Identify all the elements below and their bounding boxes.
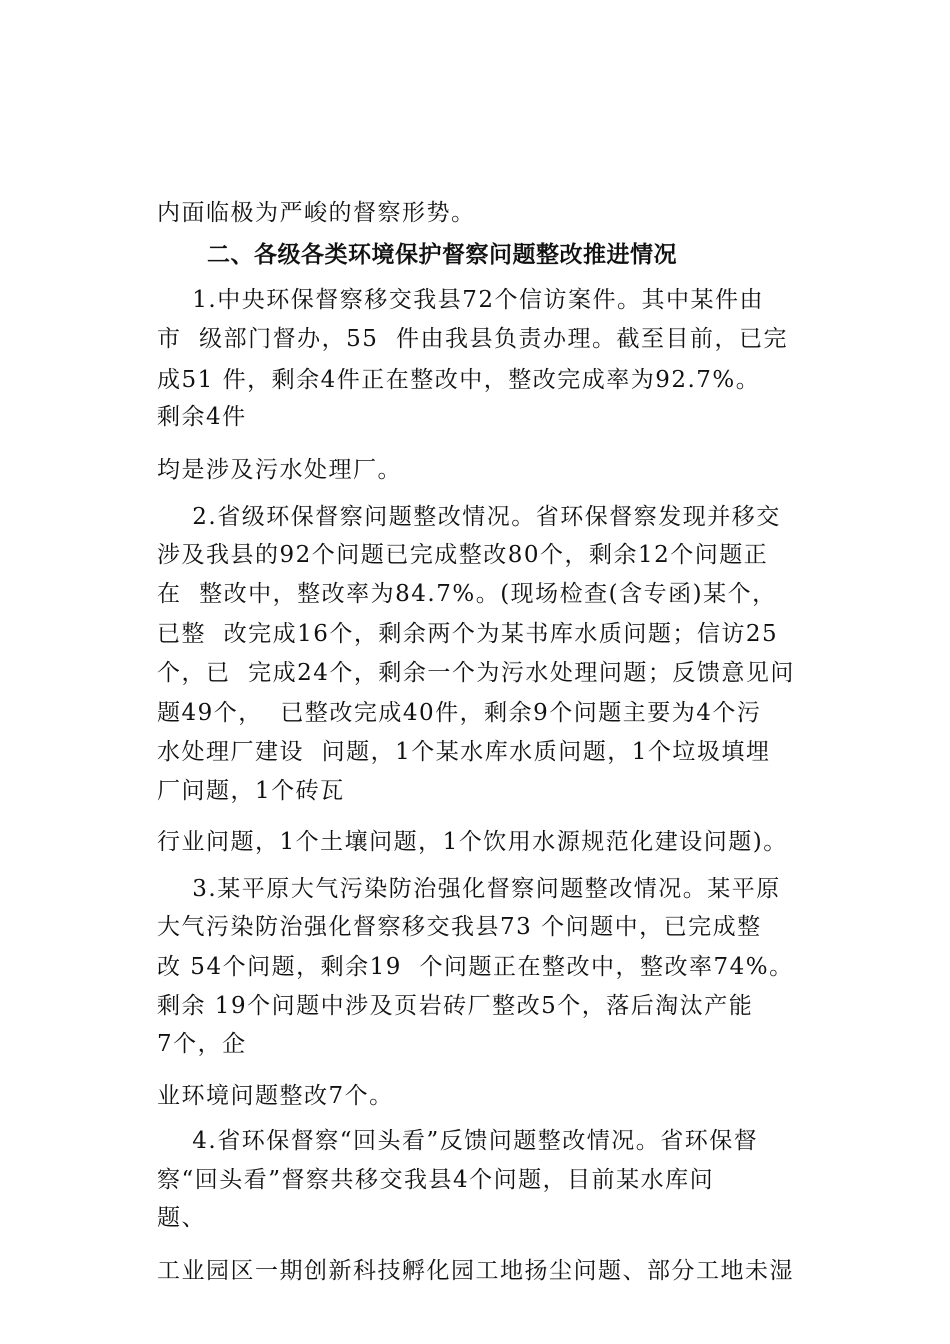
paragraph-line: 涉及我县的92个问题已完成整改80个，剩余12个问题正 <box>157 542 769 568</box>
paragraph-line: 市 级部门督办，55 件由我县负责办理。截至目前，已完 <box>157 326 789 352</box>
paragraph-line: 改 54个问题，剩余19 个问题正在整改中，整改率74%。 <box>157 954 794 980</box>
paragraph-line: 大气污染防治强化督察移交我县73 个问题中，已完成整 <box>157 914 762 940</box>
paragraph-line: 题、 <box>157 1205 206 1231</box>
paragraph-line: 剩余4件 <box>157 404 247 430</box>
paragraph-line: 水处理厂建设 问题，1个某水库水质问题，1个垃圾填埋 <box>157 739 771 765</box>
paragraph-line: 1.中央环保督察移交我县72个信访案件。其中某件由 <box>157 287 764 313</box>
paragraph-line: 内面临极为严峻的督察形势。 <box>157 200 476 226</box>
paragraph-line: 2.省级环保督察问题整改情况。省环保督察发现并移交 <box>157 504 781 530</box>
paragraph-line: 察“回头看”督察共移交我县4个问题，目前某水库问 <box>157 1167 715 1193</box>
paragraph-line: 在 整改中，整改率为84.7%。(现场检查(含专函)某个， <box>157 581 777 607</box>
paragraph-line: 3.某平原大气污染防治强化督察问题整改情况。某平原 <box>157 876 781 902</box>
paragraph-line: 业环境问题整改7个。 <box>157 1083 394 1109</box>
paragraph-line: 均是涉及污水处理厂。 <box>157 457 402 483</box>
paragraph-line: 厂问题，1个砖瓦 <box>157 778 345 804</box>
paragraph-line: 工业园区一期创新科技孵化园工地扬尘问题、部分工地未湿 <box>157 1258 794 1284</box>
paragraph-line: 题49个， 已整改完成40件，剩余9个问题主要为4个污 <box>157 700 762 726</box>
paragraph-line: 个，已 完成24个，剩余一个为污水处理问题；反馈意见问 <box>157 660 795 686</box>
paragraph-line: 已整 改完成16个，剩余两个为某书库水质问题；信访25 <box>157 621 779 647</box>
paragraph-line: 行业问题，1个土壤问题，1个饮用水源规范化建设问题)。 <box>157 829 788 855</box>
paragraph-line: 7个，企 <box>157 1031 247 1057</box>
section-heading: 二、各级各类环境保护督察问题整改推进情况 <box>207 242 677 268</box>
paragraph-line: 4.省环保督察“回头看”反馈问题整改情况。省环保督 <box>157 1128 759 1154</box>
paragraph-line: 成51 件，剩余4件正在整改中，整改完成率为92.7%。 <box>157 367 761 393</box>
paragraph-line: 剩余 19个问题中涉及页岩砖厂整改5个，落后淘汰产能 <box>157 993 754 1019</box>
